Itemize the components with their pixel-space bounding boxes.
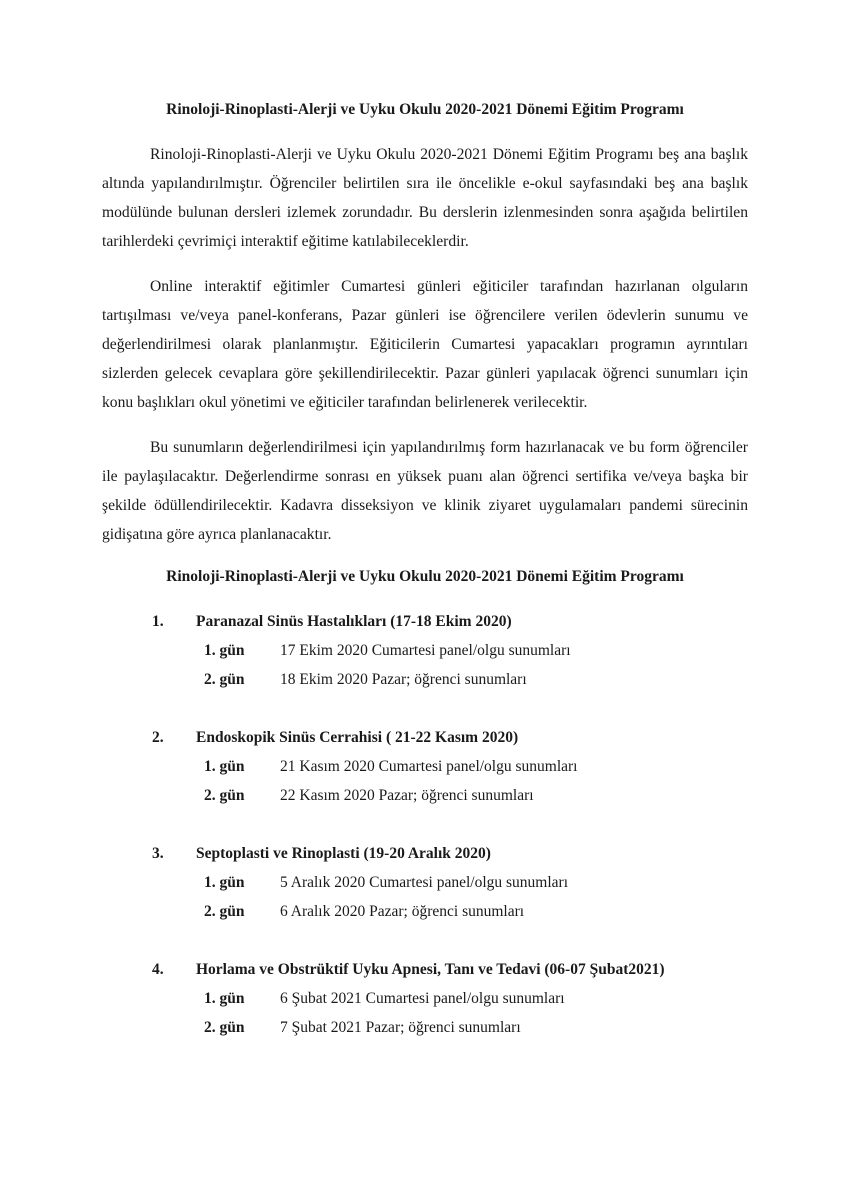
section-heading	[102, 955, 748, 984]
section-number: 2.	[152, 729, 164, 746]
day-label: 1. gün	[204, 990, 245, 1007]
day-row	[102, 752, 748, 781]
section-heading	[102, 723, 748, 752]
section-heading	[102, 607, 748, 636]
day-row	[102, 665, 748, 694]
document-page	[102, 96, 748, 1071]
day-description: 7 Şubat 2021 Pazar; öğrenci sunumları	[280, 1019, 521, 1036]
day-row	[102, 781, 748, 810]
day-row	[102, 636, 748, 665]
program-section	[102, 839, 748, 926]
day-description: 6 Aralık 2020 Pazar; öğrenci sunumları	[280, 903, 525, 920]
evaluation-paragraph: Bu sunumların değerlendirilmesi için yapılandırılmış form hazırlanacak ve bu form öğrenciler ile paylaşılacaktır. Değerlendirme sonrası en yüksek puanı alan öğrenci sertifika ve/veya başka bir şekilde ödüllendirilecektir. Kadavra disseksiyon ve klinik ziyaret uygulamaları pandemi sürecinin gidişatına göre ayrıca planlanacaktır.	[102, 439, 748, 543]
day-label: 2. gün	[204, 903, 245, 920]
day-label: 2. gün	[204, 671, 245, 688]
day-label: 2. gün	[204, 787, 245, 804]
day-description: 18 Ekim 2020 Pazar; öğrenci sunumları	[280, 671, 527, 688]
day-description: 22 Kasım 2020 Pazar; öğrenci sunumları	[280, 787, 534, 804]
day-row	[102, 868, 748, 897]
section-number: 4.	[152, 961, 164, 978]
day-label: 1. gün	[204, 642, 245, 659]
program-section	[102, 723, 748, 810]
day-label: 1. gün	[204, 758, 245, 775]
program-title: Rinoloji-Rinoplasti-Alerji ve Uyku Okulu 2020-2021 Dönemi Eğitim Programı	[166, 568, 684, 585]
section-title: Paranazal Sinüs Hastalıkları (17-18 Ekim 2020)	[196, 613, 512, 630]
section-number: 1.	[152, 613, 164, 630]
section-number: 3.	[152, 845, 164, 862]
section-title: Septoplasti ve Rinoplasti (19-20 Aralık 2020)	[196, 845, 491, 862]
program-section	[102, 607, 748, 694]
online-training-paragraph: Online interaktif eğitimler Cumartesi günleri eğiticiler tarafından hazırlanan olguların tartışılması ve/veya panel-konferans, Pazar günleri ise öğrencilere verilen ödevlerin sunumu ve değerlendirilmesi olarak planlanmıştır. Eğiticilerin Cumartesi yapacakları programın ayrıntıları sizlerden gelecek cevaplara göre şekillendirilecektir. Pazar günleri yapılacak öğrenci sunumları için konu başlıkları okul yönetimi ve eğiticiler tarafından belirlenerek verilecektir.	[102, 278, 748, 411]
section-heading	[102, 839, 748, 868]
day-description: 6 Şubat 2021 Cumartesi panel/olgu sunumları	[280, 990, 565, 1007]
day-row	[102, 897, 748, 926]
day-row	[102, 984, 748, 1013]
day-row	[102, 1013, 748, 1042]
day-description: 17 Ekim 2020 Cumartesi panel/olgu sunumları	[280, 642, 571, 659]
day-label: 2. gün	[204, 1019, 245, 1036]
section-title: Endoskopik Sinüs Cerrahisi ( 21-22 Kasım 2020)	[196, 729, 519, 746]
section-title: Horlama ve Obstrüktif Uyku Apnesi, Tanı ve Tedavi (06-07 Şubat2021)	[196, 961, 665, 978]
program-section	[102, 955, 748, 1042]
document-title: Rinoloji-Rinoplasti-Alerji ve Uyku Okulu 2020-2021 Dönemi Eğitim Programı	[166, 101, 684, 118]
day-description: 5 Aralık 2020 Cumartesi panel/olgu sunumları	[280, 874, 568, 891]
intro-paragraph: Rinoloji-Rinoplasti-Alerji ve Uyku Okulu 2020-2021 Dönemi Eğitim Programı beş ana başlık altında yapılandırılmıştır. Öğrenciler belirtilen sıra ile öncelikle e-okul sayfasındaki beş ana başlık modülünde bulunan dersleri izlemek zorundadır. Bu derslerin izlenmesinden sonra aşağıda belirtilen tarihlerdeki çevrimiçi interaktif eğitime katılabileceklerdir.	[102, 146, 748, 250]
day-description: 21 Kasım 2020 Cumartesi panel/olgu sunumları	[280, 758, 578, 775]
day-label: 1. gün	[204, 874, 245, 891]
